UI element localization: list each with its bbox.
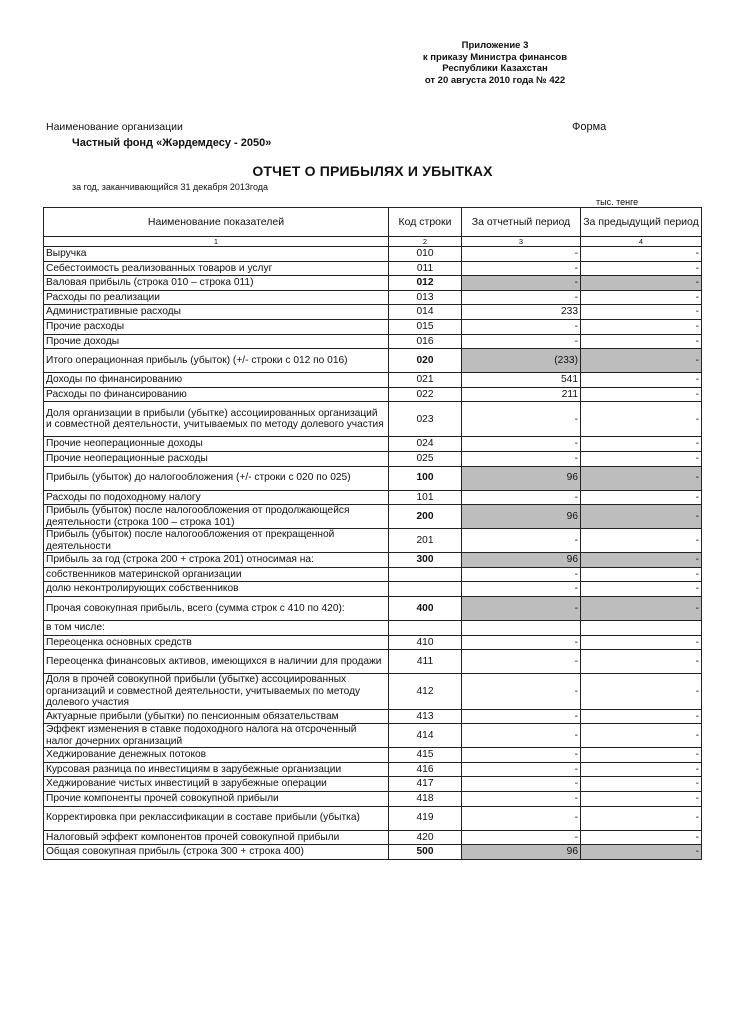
row-name: Себестоимость реализованных товаров и услуг bbox=[44, 261, 389, 276]
row-previous-value: - bbox=[581, 529, 702, 553]
row-code: 015 bbox=[389, 319, 462, 334]
row-name: Переоценка финансовых активов, имеющихся в наличии для продажи bbox=[44, 650, 389, 674]
row-code: 010 bbox=[389, 247, 462, 262]
row-code: 400 bbox=[389, 596, 462, 620]
header-previous: За предыдущий период bbox=[581, 208, 702, 237]
row-code: 022 bbox=[389, 387, 462, 402]
table-row bbox=[44, 373, 702, 388]
row-previous-value: - bbox=[581, 261, 702, 276]
row-previous-value: - bbox=[581, 709, 702, 724]
table-row bbox=[44, 247, 702, 262]
row-current-value: 541 bbox=[462, 373, 581, 388]
row-previous-value: - bbox=[581, 451, 702, 466]
document-title: ОТЧЕТ О ПРИБЫЛЯХ И УБЫТКАХ bbox=[252, 163, 493, 179]
row-code: 012 bbox=[389, 276, 462, 291]
row-code: 416 bbox=[389, 762, 462, 777]
row-name: Эффект изменения в ставке подоходного налога на отсроченный налог дочерних организаций bbox=[44, 724, 389, 748]
header-code: Код строки bbox=[389, 208, 462, 237]
table-row bbox=[44, 334, 702, 349]
table-row bbox=[44, 466, 702, 490]
row-current-value: - bbox=[462, 290, 581, 305]
header-name: Наименование показателей bbox=[44, 208, 389, 237]
row-code: 417 bbox=[389, 777, 462, 792]
table-row bbox=[44, 567, 702, 582]
row-name: Доля организации в прибыли (убытке) ассоциированных организаций и совместной деятельности, учитываемых по методу долевого участия bbox=[44, 402, 389, 437]
row-current-value: 233 bbox=[462, 305, 581, 320]
table-row bbox=[44, 724, 702, 748]
row-name: Расходы по подоходному налогу bbox=[44, 490, 389, 505]
org-name: Частный фонд «Жәрдемдесу - 2050» bbox=[72, 137, 272, 149]
row-current-value: - bbox=[462, 709, 581, 724]
column-number-row bbox=[44, 237, 702, 247]
report-table bbox=[43, 207, 702, 860]
row-code: 023 bbox=[389, 402, 462, 437]
row-previous-value: - bbox=[581, 674, 702, 710]
table-row bbox=[44, 650, 702, 674]
table-row bbox=[44, 290, 702, 305]
table-row bbox=[44, 806, 702, 830]
row-name: Хеджирование денежных потоков bbox=[44, 748, 389, 763]
row-current-value: - bbox=[462, 567, 581, 582]
row-name: Итого операционная прибыль (убыток) (+/- строки с 012 по 016) bbox=[44, 349, 389, 373]
row-current-value: - bbox=[462, 674, 581, 710]
table-row bbox=[44, 529, 702, 553]
table-row bbox=[44, 635, 702, 650]
row-current-value: - bbox=[462, 830, 581, 845]
header-current: За отчетный период bbox=[462, 208, 581, 237]
row-code bbox=[389, 620, 462, 635]
row-code: 412 bbox=[389, 674, 462, 710]
row-current-value: - bbox=[462, 791, 581, 806]
row-previous-value: - bbox=[581, 748, 702, 763]
row-name: Общая совокупная прибыль (строка 300 + строка 400) bbox=[44, 845, 389, 860]
column-number: 3 bbox=[462, 237, 581, 247]
row-previous-value: - bbox=[581, 349, 702, 373]
row-current-value: - bbox=[462, 650, 581, 674]
row-current-value: - bbox=[462, 276, 581, 291]
table-row bbox=[44, 762, 702, 777]
table-row bbox=[44, 582, 702, 597]
row-code: 024 bbox=[389, 437, 462, 452]
table-row bbox=[44, 402, 702, 437]
annex-block bbox=[395, 40, 595, 86]
table-row bbox=[44, 620, 702, 635]
report-period: за год, заканчивающийся 31 декабря 2013года bbox=[72, 182, 269, 192]
row-previous-value: - bbox=[581, 247, 702, 262]
table-row bbox=[44, 261, 702, 276]
row-name: Налоговый эффект компонентов прочей совокупной прибыли bbox=[44, 830, 389, 845]
row-name: Прочие доходы bbox=[44, 334, 389, 349]
row-name: Прочие неоперационные расходы bbox=[44, 451, 389, 466]
row-previous-value: - bbox=[581, 373, 702, 388]
row-current-value: - bbox=[462, 247, 581, 262]
row-current-value: - bbox=[462, 437, 581, 452]
row-previous-value: - bbox=[581, 635, 702, 650]
row-name: Доля в прочей совокупной прибыли (убытке) ассоциированных организаций и совместной деятельности, учитываемых по методу долевого участия bbox=[44, 674, 389, 710]
annex-line: Приложение 3 bbox=[461, 40, 529, 51]
row-previous-value: - bbox=[581, 777, 702, 792]
row-current-value: - bbox=[462, 635, 581, 650]
table-row bbox=[44, 437, 702, 452]
table-row bbox=[44, 777, 702, 792]
row-current-value: 96 bbox=[462, 845, 581, 860]
row-current-value: - bbox=[462, 402, 581, 437]
row-code: 101 bbox=[389, 490, 462, 505]
row-current-value: 96 bbox=[462, 553, 581, 568]
row-previous-value: - bbox=[581, 276, 702, 291]
row-previous-value: - bbox=[581, 402, 702, 437]
row-code: 420 bbox=[389, 830, 462, 845]
row-code bbox=[389, 582, 462, 597]
row-code: 013 bbox=[389, 290, 462, 305]
table-row bbox=[44, 505, 702, 529]
row-name: Прочие неоперационные доходы bbox=[44, 437, 389, 452]
header-row bbox=[44, 208, 702, 237]
row-name: Валовая прибыль (строка 010 – строка 011) bbox=[44, 276, 389, 291]
row-previous-value: - bbox=[581, 762, 702, 777]
row-name: Прибыль (убыток) до налогообложения (+/- строки с 020 по 025) bbox=[44, 466, 389, 490]
row-previous-value: - bbox=[581, 791, 702, 806]
row-name: Корректировка при реклассификации в составе прибыли (убытка) bbox=[44, 806, 389, 830]
row-code: 413 bbox=[389, 709, 462, 724]
table-row bbox=[44, 319, 702, 334]
row-previous-value: - bbox=[581, 505, 702, 529]
row-previous-value: - bbox=[581, 582, 702, 597]
row-code: 410 bbox=[389, 635, 462, 650]
row-code: 418 bbox=[389, 791, 462, 806]
row-name: Прибыль за год (строка 200 + строка 201) относимая на: bbox=[44, 553, 389, 568]
row-current-value: - bbox=[462, 748, 581, 763]
row-code: 419 bbox=[389, 806, 462, 830]
row-code: 300 bbox=[389, 553, 462, 568]
annex-line: к приказу Министра финансов bbox=[422, 51, 568, 63]
row-current-value: - bbox=[462, 529, 581, 553]
row-name: в том числе: bbox=[44, 620, 389, 635]
row-code: 201 bbox=[389, 529, 462, 553]
table-row bbox=[44, 845, 702, 860]
row-code: 016 bbox=[389, 334, 462, 349]
row-previous-value: - bbox=[581, 806, 702, 830]
annex-line: от 20 августа 2010 года № 422 bbox=[424, 74, 566, 86]
table-row bbox=[44, 830, 702, 845]
row-current-value: - bbox=[462, 582, 581, 597]
row-previous-value: - bbox=[581, 334, 702, 349]
row-previous-value: - bbox=[581, 650, 702, 674]
row-current-value: 96 bbox=[462, 466, 581, 490]
row-previous-value: - bbox=[581, 319, 702, 334]
row-code: 414 bbox=[389, 724, 462, 748]
row-current-value bbox=[462, 620, 581, 635]
row-code: 011 bbox=[389, 261, 462, 276]
table-row bbox=[44, 305, 702, 320]
row-code: 500 bbox=[389, 845, 462, 860]
table-row bbox=[44, 709, 702, 724]
table-row bbox=[44, 349, 702, 373]
row-name: Прибыль (убыток) после налогообложения от продолжающейся деятельности (строка 100 – строка 101) bbox=[44, 505, 389, 529]
table-row bbox=[44, 490, 702, 505]
row-previous-value: - bbox=[581, 553, 702, 568]
column-number: 1 bbox=[44, 237, 389, 247]
row-previous-value: - bbox=[581, 596, 702, 620]
row-name: Прочая совокупная прибыль, всего (сумма строк с 410 по 420): bbox=[44, 596, 389, 620]
row-previous-value bbox=[581, 620, 702, 635]
row-current-value: - bbox=[462, 724, 581, 748]
row-code bbox=[389, 567, 462, 582]
row-current-value: - bbox=[462, 490, 581, 505]
row-code: 200 bbox=[389, 505, 462, 529]
row-code: 100 bbox=[389, 466, 462, 490]
row-name: Расходы по реализации bbox=[44, 290, 389, 305]
table-row bbox=[44, 748, 702, 763]
row-current-value: 211 bbox=[462, 387, 581, 402]
row-current-value: - bbox=[462, 806, 581, 830]
row-code: 415 bbox=[389, 748, 462, 763]
row-previous-value: - bbox=[581, 490, 702, 505]
row-name: Хеджирование чистых инвестиций в зарубежные операции bbox=[44, 777, 389, 792]
row-previous-value: - bbox=[581, 305, 702, 320]
row-current-value: - bbox=[462, 451, 581, 466]
row-name: Доходы по финансированию bbox=[44, 373, 389, 388]
row-current-value: (233) bbox=[462, 349, 581, 373]
row-current-value: - bbox=[462, 596, 581, 620]
row-current-value: - bbox=[462, 319, 581, 334]
row-current-value: 96 bbox=[462, 505, 581, 529]
column-number: 4 bbox=[581, 237, 702, 247]
row-previous-value: - bbox=[581, 387, 702, 402]
units-label: тыс. тенге bbox=[596, 197, 639, 207]
row-current-value: - bbox=[462, 334, 581, 349]
org-label: Наименование организации bbox=[46, 121, 183, 133]
row-name: собственников материнской организации bbox=[44, 567, 389, 582]
row-previous-value: - bbox=[581, 567, 702, 582]
table-row bbox=[44, 674, 702, 710]
table-row bbox=[44, 276, 702, 291]
row-previous-value: - bbox=[581, 290, 702, 305]
table-body bbox=[44, 247, 702, 860]
column-number: 2 bbox=[389, 237, 462, 247]
row-current-value: - bbox=[462, 762, 581, 777]
row-code: 411 bbox=[389, 650, 462, 674]
row-name: Прочие расходы bbox=[44, 319, 389, 334]
row-previous-value: - bbox=[581, 830, 702, 845]
row-code: 025 bbox=[389, 451, 462, 466]
table-row bbox=[44, 451, 702, 466]
form-label: Форма bbox=[572, 121, 607, 133]
row-name: Административные расходы bbox=[44, 305, 389, 320]
row-previous-value: - bbox=[581, 466, 702, 490]
table-row bbox=[44, 596, 702, 620]
row-current-value: - bbox=[462, 777, 581, 792]
row-current-value: - bbox=[462, 261, 581, 276]
table-row bbox=[44, 553, 702, 568]
row-name: Прибыль (убыток) после налогообложения от прекращенной деятельности bbox=[44, 529, 389, 553]
row-name: Переоценка основных средств bbox=[44, 635, 389, 650]
row-previous-value: - bbox=[581, 437, 702, 452]
row-name: Выручка bbox=[44, 247, 389, 262]
row-code: 014 bbox=[389, 305, 462, 320]
row-code: 020 bbox=[389, 349, 462, 373]
table-row bbox=[44, 387, 702, 402]
row-name: долю неконтролирующих собственников bbox=[44, 582, 389, 597]
row-name: Актуарные прибыли (убытки) по пенсионным обязательствам bbox=[44, 709, 389, 724]
row-previous-value: - bbox=[581, 845, 702, 860]
row-name: Курсовая разница по инвестициям в зарубежные организации bbox=[44, 762, 389, 777]
table-row bbox=[44, 791, 702, 806]
row-code: 021 bbox=[389, 373, 462, 388]
annex-line: Республики Казахстан bbox=[442, 63, 548, 74]
row-name: Расходы по финансированию bbox=[44, 387, 389, 402]
row-previous-value: - bbox=[581, 724, 702, 748]
row-name: Прочие компоненты прочей совокупной прибыли bbox=[44, 791, 389, 806]
